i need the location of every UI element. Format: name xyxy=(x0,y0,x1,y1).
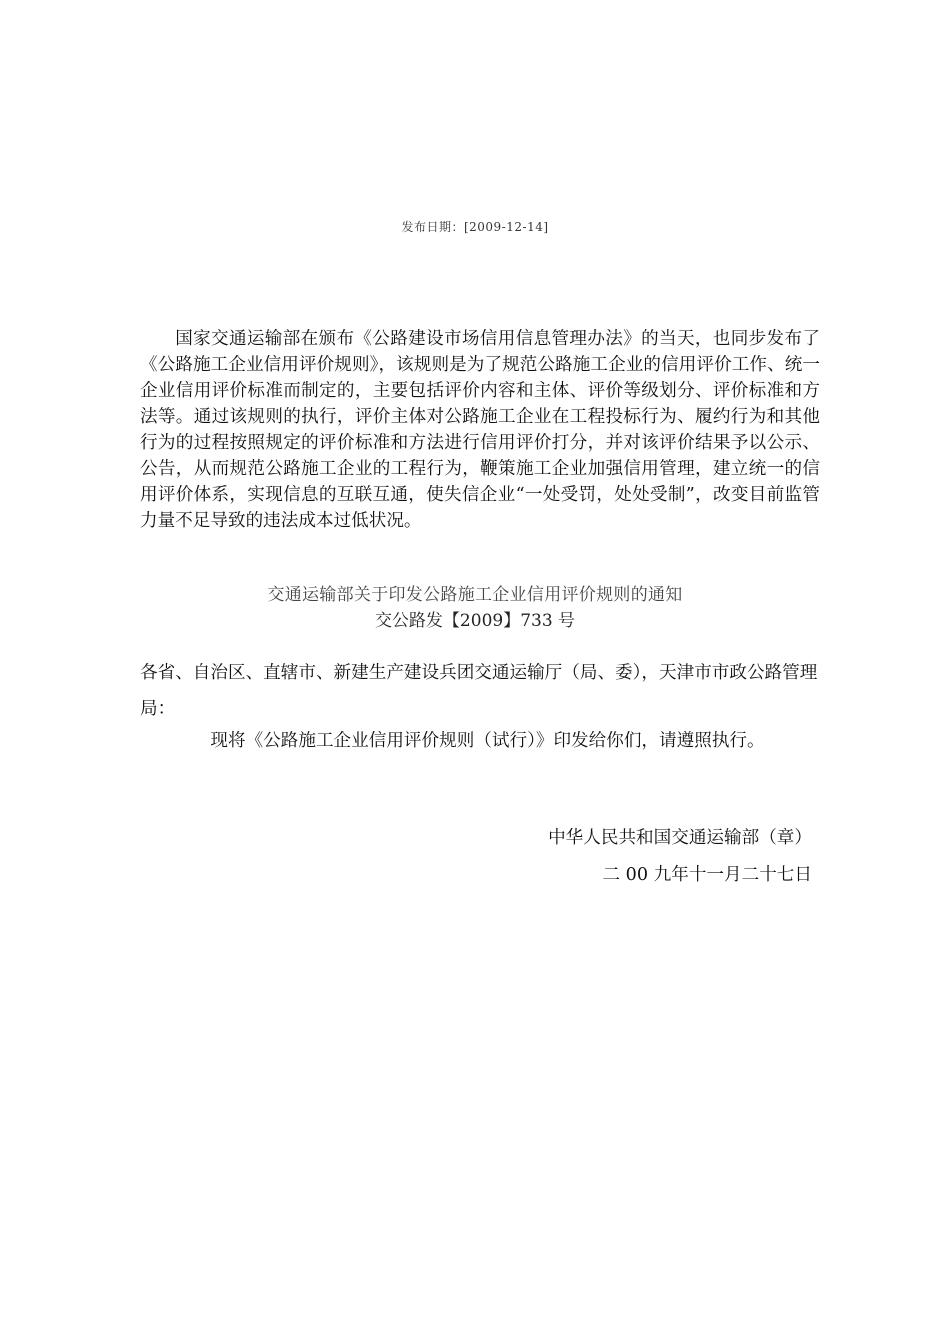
intro-paragraph: 国家交通运输部在颁布《公路建设市场信用信息管理办法》的当天，也同步发布了《公路施工企业信用评价规则》，该规则是为了规范公路施工企业的信用评价工作、统一企业信用评价标准而制定的，主要包括评价内容和主体、评价等级划分、评价标准和方法等。通过该规则的执行，评价主体对公路施工企业在工程投标行为、履约行为和其他行为的过程按照规定的评价标准和方法进行信用评价打分，并对该评价结果予以公示、公告，从而规范公路施工企业的工程行为，鞭策施工企业加强信用管理，建立统一的信用评价体系，实现信息的互联互通，使失信企业“一处受罚，处处受制”，改变目前监管力量不足导致的违法成本过低状况。 xyxy=(140,329,820,531)
release-date: 发布日期：[2009-12-14] xyxy=(401,220,549,234)
notice-body: 现将《公路施工企业信用评价规则（试行）》印发给你们，请遵照执行。 xyxy=(210,731,765,751)
notice-title: 交通运输部关于印发公路施工企业信用评价规则的通知 xyxy=(267,585,683,605)
issuer-signature: 中华人民共和国交通运输部（章） xyxy=(548,828,812,848)
issue-date: 二 00 九年十一月二十七日 xyxy=(602,865,812,885)
addressee: 各省、自治区、直辖市、新建生产建设兵团交通运输厅（局、委），天津市市政公路管理局： xyxy=(140,663,818,719)
document-number: 交公路发【2009】733 号 xyxy=(374,611,576,631)
